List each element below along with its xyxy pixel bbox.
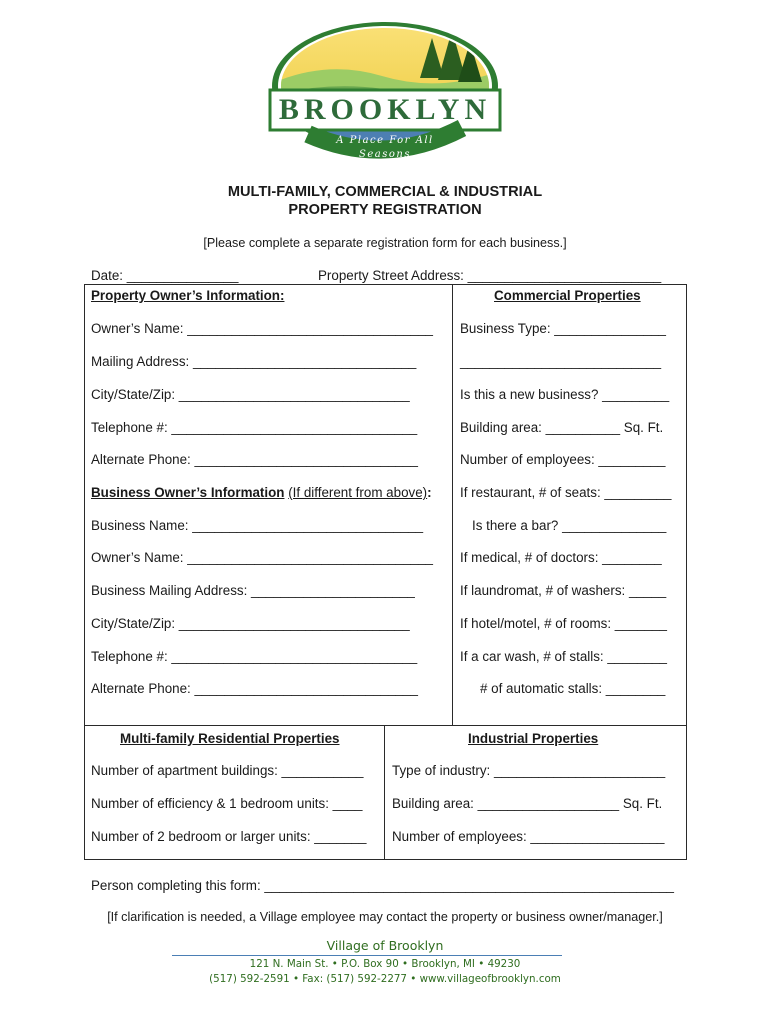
business-type-field[interactable]: Business Type: _______________ (460, 321, 666, 336)
multifamily-heading: Multi-family Residential Properties (120, 731, 340, 746)
laundromat-washers-field[interactable]: If laundromat, # of washers: _____ (460, 583, 667, 598)
telephone-field[interactable]: Telephone #: _________________________________ (91, 420, 418, 435)
clarification-note: [If clarification is needed, a Village employee may contact the property or business owner/manager.] (107, 910, 663, 924)
alternate-phone-field[interactable]: Alternate Phone: ______________________________ (91, 452, 418, 467)
form-title-line2: PROPERTY REGISTRATION (288, 202, 482, 218)
apartment-buildings-field[interactable]: Number of apartment buildings: ___________ (91, 763, 364, 778)
efficiency-units-field[interactable]: Number of efficiency & 1 bedroom units: ____ (91, 796, 363, 811)
property-owner-heading: Property Owner’s Information: (91, 288, 285, 303)
car-wash-stalls-field[interactable]: If a car wash, # of stalls: ________ (460, 649, 667, 664)
business-city-field[interactable]: City/State/Zip: _______________________________ (91, 616, 410, 631)
bar-field[interactable]: Is there a bar? ______________ (472, 518, 667, 533)
employees-field[interactable]: Number of employees: _________ (460, 452, 666, 467)
form-instruction: [Please complete a separate registration form for each business.] (203, 236, 567, 250)
footer-contact: (517) 592-2591 • Fax: (517) 592-2277 • www.villageofbrooklyn.com (209, 973, 561, 985)
form-title-line1: MULTI-FAMILY, COMMERCIAL & INDUSTRIAL (227, 184, 543, 200)
column-divider (452, 285, 453, 725)
business-owner-heading-label: Business Owner’s Information (91, 485, 285, 500)
business-owner-heading-note: (If different from above) (288, 485, 428, 500)
footer-address: 121 N. Main St. • P.O. Box 90 • Brooklyn, MI • 49230 (249, 958, 521, 970)
business-mailing-field[interactable]: Business Mailing Address: ______________________ (91, 583, 415, 598)
commercial-heading: Commercial Properties (494, 288, 641, 303)
new-business-field[interactable]: Is this a new business? _________ (460, 387, 670, 402)
business-owner-heading-colon: : (427, 485, 432, 500)
person-completing-field[interactable]: Person completing this form: _______________________________________________________ (91, 878, 675, 893)
industrial-area-field[interactable]: Building area: ___________________ Sq. Ft. (392, 796, 663, 811)
footer-rule (172, 955, 562, 956)
owner-name-field[interactable]: Owner’s Name: _________________________________ (91, 321, 434, 336)
industrial-employees-field[interactable]: Number of employees: __________________ (392, 829, 665, 844)
restaurant-seats-field[interactable]: If restaurant, # of seats: _________ (460, 485, 672, 500)
village-logo (262, 18, 508, 162)
business-name-field[interactable]: Business Name: _______________________________ (91, 518, 424, 533)
medical-doctors-field[interactable]: If medical, # of doctors: ________ (460, 550, 662, 565)
date-field[interactable]: Date: _______________ (91, 268, 239, 283)
property-address-field[interactable]: Property Street Address: __________________________ (318, 268, 662, 283)
hotel-rooms-field[interactable]: If hotel/motel, # of rooms: _______ (460, 616, 667, 631)
business-telephone-field[interactable]: Telephone #: _________________________________ (91, 649, 418, 664)
logo-tagline: A Place For All Seasons (336, 135, 434, 160)
building-area-field[interactable]: Building area: __________ Sq. Ft. (460, 420, 664, 435)
automatic-stalls-field[interactable]: # of automatic stalls: ________ (480, 681, 666, 696)
business-type-extra-line[interactable]: ___________________________ (460, 354, 662, 369)
industry-type-field[interactable]: Type of industry: _______________________ (392, 763, 666, 778)
city-state-zip-field[interactable]: City/State/Zip: _______________________________ (91, 387, 410, 402)
two-bedroom-units-field[interactable]: Number of 2 bedroom or larger units: _______ (91, 829, 367, 844)
mailing-address-field[interactable]: Mailing Address: ______________________________ (91, 354, 417, 369)
business-owner-heading (91, 485, 432, 501)
business-alternate-field[interactable]: Alternate Phone: ______________________________ (91, 681, 418, 696)
lower-column-divider (384, 726, 385, 859)
business-owner-name-field[interactable]: Owner’s Name: _________________________________ (91, 550, 434, 565)
logo-name: BROOKLYN (278, 93, 492, 126)
industrial-heading: Industrial Properties (468, 731, 599, 746)
footer-village-name: Village of Brooklyn (326, 938, 444, 953)
